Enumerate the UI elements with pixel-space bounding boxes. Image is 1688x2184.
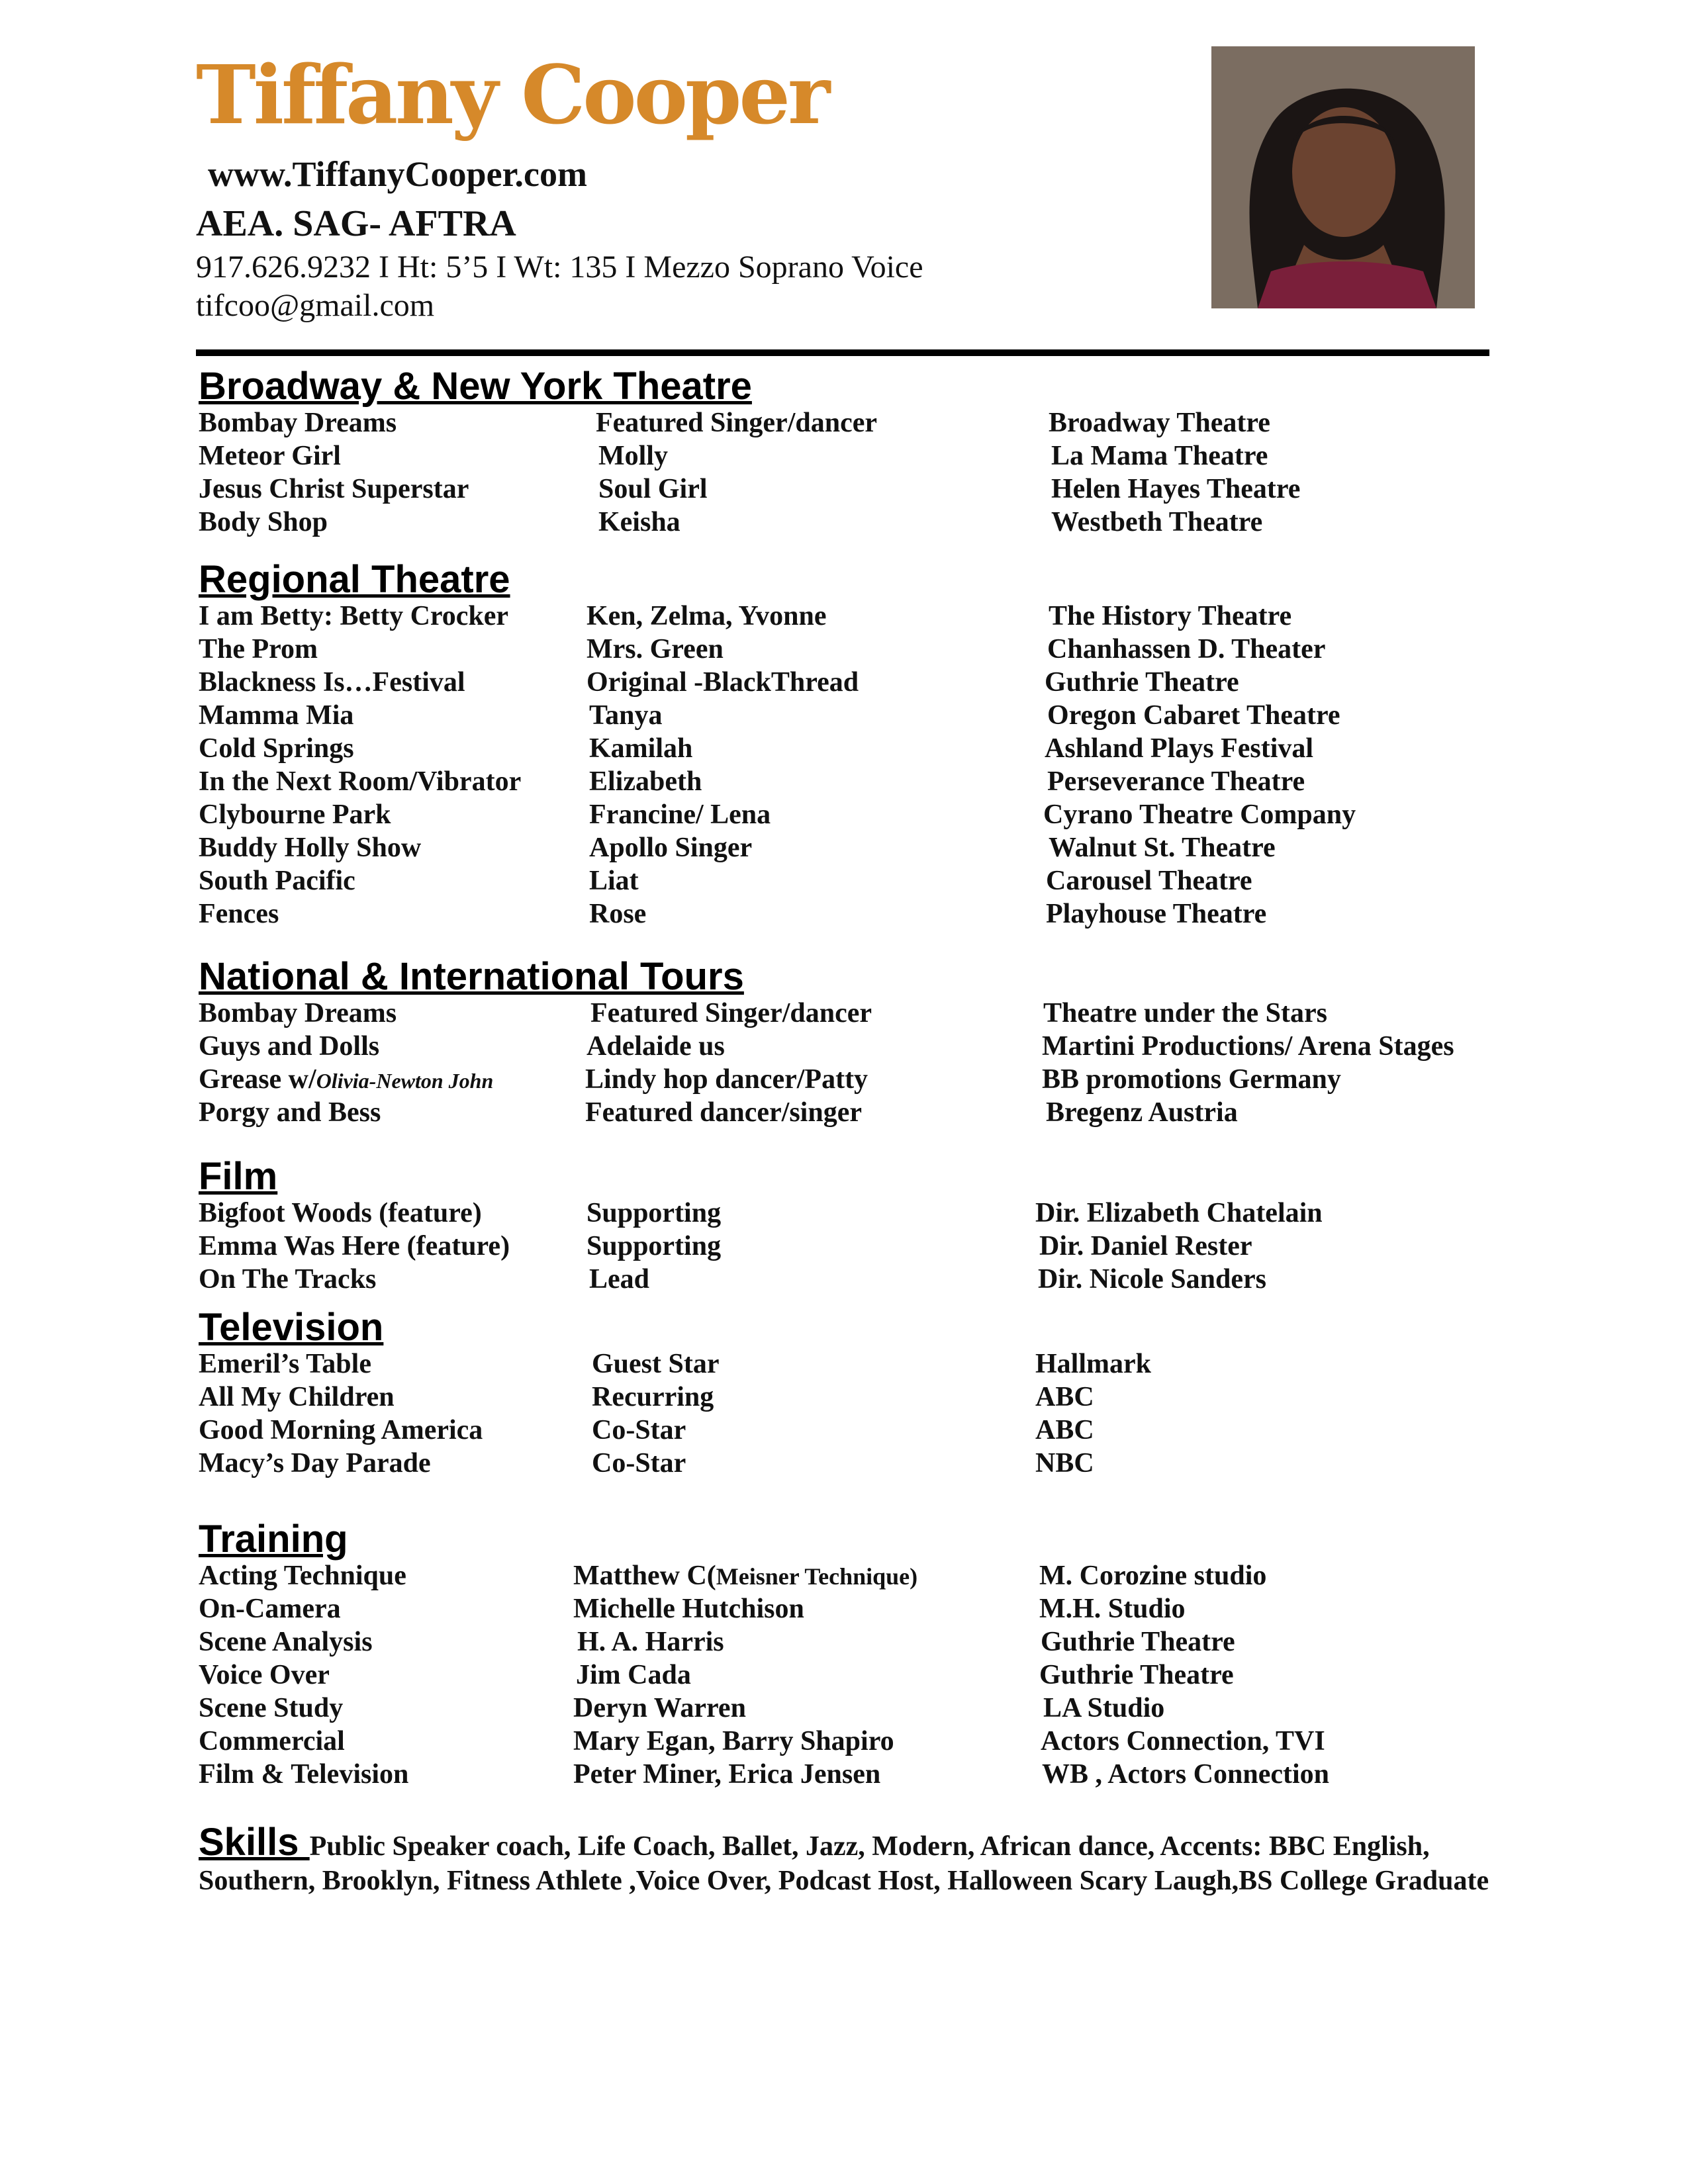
venue: Oregon Cabaret Theatre xyxy=(1047,700,1340,731)
role: Apollo Singer xyxy=(589,833,753,863)
credit-row xyxy=(199,506,1489,539)
credit-row xyxy=(199,1414,1489,1447)
role: Original -BlackThread xyxy=(586,667,859,698)
show-title: Buddy Holly Show xyxy=(199,833,422,863)
course: Scene Study xyxy=(199,1693,344,1723)
credit-row xyxy=(199,1230,1489,1263)
venue: Chanhassen D. Theater xyxy=(1047,634,1326,664)
show-title: Cold Springs xyxy=(199,733,354,764)
section-broadway xyxy=(199,367,1489,539)
section-title: National & International Tours xyxy=(199,955,744,998)
venue: La Mama Theatre xyxy=(1051,441,1268,471)
show-title-note: Olivia-Newton John xyxy=(316,1069,494,1093)
credit-row xyxy=(199,864,1489,897)
credit-row xyxy=(199,1263,1489,1296)
show-title: Mamma Mia xyxy=(199,700,354,731)
network: NBC xyxy=(1035,1448,1094,1479)
role: Mrs. Green xyxy=(586,634,724,664)
show-title: All My Children xyxy=(199,1382,395,1412)
section-film xyxy=(199,1157,1489,1296)
course: Scene Analysis xyxy=(199,1627,373,1657)
credit-row xyxy=(199,1197,1489,1230)
role: Recurring xyxy=(592,1382,714,1412)
director: Dir. Daniel Rester xyxy=(1039,1231,1252,1261)
training-row xyxy=(199,1725,1489,1758)
venue: Broadway Theatre xyxy=(1049,408,1270,438)
credit-row xyxy=(199,666,1489,699)
course: On-Camera xyxy=(199,1594,341,1624)
training-row xyxy=(199,1625,1489,1659)
training-row xyxy=(199,1692,1489,1725)
header-divider xyxy=(196,349,1489,356)
studio: M.H. Studio xyxy=(1039,1594,1186,1624)
studio: M. Corozine studio xyxy=(1039,1561,1267,1591)
show-title: The Prom xyxy=(199,634,318,664)
credit-row xyxy=(199,439,1489,473)
role: Featured Singer/dancer xyxy=(590,998,872,1028)
section-title: Television xyxy=(199,1306,384,1349)
teacher: Deryn Warren xyxy=(573,1693,746,1723)
teacher: H. A. Harris xyxy=(577,1627,724,1657)
role: Rose xyxy=(589,899,647,929)
role: Ken, Zelma, Yvonne xyxy=(586,601,827,631)
venue: Bregenz Austria xyxy=(1046,1097,1238,1128)
director: Dir. Elizabeth Chatelain xyxy=(1035,1198,1323,1228)
studio: Actors Connection, TVI xyxy=(1041,1726,1325,1756)
credit-row xyxy=(199,798,1489,831)
training-row xyxy=(199,1592,1489,1625)
section-television xyxy=(199,1308,1489,1480)
teacher xyxy=(573,1559,917,1593)
credit-row xyxy=(199,1063,1489,1096)
credit-row xyxy=(199,406,1489,439)
website: www.TiffanyCooper.com xyxy=(208,154,588,194)
role: Guest Star xyxy=(592,1349,720,1379)
teacher: Michelle Hutchison xyxy=(573,1594,804,1624)
show-title-main: Grease w/ xyxy=(199,1064,316,1095)
show-title: Body Shop xyxy=(199,507,328,537)
venue: Cyrano Theatre Company xyxy=(1043,799,1356,830)
teacher: Mary Egan, Barry Shapiro xyxy=(573,1726,894,1756)
role: Francine/ Lena xyxy=(589,799,771,830)
venue: Martini Productions/ Arena Stages xyxy=(1042,1031,1454,1062)
role: Molly xyxy=(598,441,668,471)
union-affiliations: AEA. SAG- AFTRA xyxy=(196,203,516,244)
project-title: On The Tracks xyxy=(199,1264,377,1295)
venue: Carousel Theatre xyxy=(1046,866,1252,896)
show-title: I am Betty: Betty Crocker xyxy=(199,601,509,631)
studio: LA Studio xyxy=(1043,1693,1165,1723)
show-title: Jesus Christ Superstar xyxy=(199,474,469,504)
role: Supporting xyxy=(586,1231,722,1261)
show-title: Guys and Dolls xyxy=(199,1031,380,1062)
venue: The History Theatre xyxy=(1049,601,1292,631)
show-title: In the Next Room/Vibrator xyxy=(199,766,522,797)
skills-text: Public Speaker coach, Life Coach, Ballet, Jazz, Modern, African dance, Accents: BBC English, Southern, Brooklyn, Fitness Athlete ,Voice Over, Podcast Host, Halloween Scary Laugh,BS College Graduate xyxy=(199,1831,1489,1896)
show-title: Clybourne Park xyxy=(199,799,391,830)
section-title: Regional Theatre xyxy=(199,558,510,601)
section-tours xyxy=(199,957,1489,1129)
teacher: Peter Miner, Erica Jensen xyxy=(573,1759,881,1790)
email: tifcoo@gmail.com xyxy=(196,288,435,323)
project-title: Bigfoot Woods (feature) xyxy=(199,1198,482,1228)
teacher: Jim Cada xyxy=(576,1660,691,1690)
role: Lindy hop dancer/Patty xyxy=(585,1064,868,1095)
venue: Guthrie Theatre xyxy=(1045,667,1239,698)
teacher-main: Matthew C( xyxy=(573,1561,716,1591)
credit-row xyxy=(199,1096,1489,1129)
section-title: Training xyxy=(199,1518,348,1561)
course: Film & Television xyxy=(199,1759,409,1790)
venue: Theatre under the Stars xyxy=(1043,998,1327,1028)
role: Elizabeth xyxy=(589,766,702,797)
network: ABC xyxy=(1035,1382,1094,1412)
credit-row xyxy=(199,1347,1489,1381)
director: Dir. Nicole Sanders xyxy=(1038,1264,1266,1295)
course: Commercial xyxy=(199,1726,345,1756)
role: Featured dancer/singer xyxy=(585,1097,862,1128)
show-title: Porgy and Bess xyxy=(199,1097,381,1128)
training-row xyxy=(199,1659,1489,1692)
training-row xyxy=(199,1758,1489,1791)
role: Keisha xyxy=(598,507,680,537)
teacher-note: Meisner Technique) xyxy=(716,1563,918,1590)
show-title: South Pacific xyxy=(199,866,355,896)
section-regional xyxy=(199,560,1489,931)
studio: Guthrie Theatre xyxy=(1039,1660,1234,1690)
show-title: Macy’s Day Parade xyxy=(199,1448,431,1479)
show-title: Blackness Is…Festival xyxy=(199,667,465,698)
venue: Helen Hayes Theatre xyxy=(1051,474,1301,504)
section-title: Film xyxy=(199,1155,278,1198)
resume-name: Tiffany Cooper xyxy=(196,47,828,142)
venue: Playhouse Theatre xyxy=(1046,899,1267,929)
venue: Westbeth Theatre xyxy=(1051,507,1263,537)
project-title: Emma Was Here (feature) xyxy=(199,1231,510,1261)
role: Lead xyxy=(589,1264,650,1295)
role: Kamilah xyxy=(589,733,693,764)
studio: WB , Actors Connection xyxy=(1042,1759,1329,1790)
role: Supporting xyxy=(586,1198,722,1228)
role: Tanya xyxy=(589,700,663,731)
section-training xyxy=(199,1520,1489,1791)
credit-row xyxy=(199,997,1489,1030)
studio: Guthrie Theatre xyxy=(1041,1627,1235,1657)
section-title: Broadway & New York Theatre xyxy=(199,365,752,408)
role: Liat xyxy=(589,866,639,896)
show-title: Emeril’s Table xyxy=(199,1349,371,1379)
contact-stats: 917.626.9232 I Ht: 5’5 I Wt: 135 I Mezzo Soprano Voice xyxy=(196,250,923,285)
credit-row xyxy=(199,473,1489,506)
role: Soul Girl xyxy=(598,474,708,504)
show-title: Good Morning America xyxy=(199,1415,483,1445)
show-title: Meteor Girl xyxy=(199,441,341,471)
credit-row xyxy=(199,831,1489,864)
venue: BB promotions Germany xyxy=(1042,1064,1341,1095)
training-row xyxy=(199,1559,1489,1592)
credit-row xyxy=(199,897,1489,931)
credit-row xyxy=(199,1447,1489,1480)
credit-row xyxy=(199,699,1489,732)
show-title: Fences xyxy=(199,899,279,929)
course: Acting Technique xyxy=(199,1561,406,1591)
credit-row xyxy=(199,732,1489,765)
skills-title: Skills xyxy=(199,1821,310,1864)
network: ABC xyxy=(1035,1415,1094,1445)
role: Adelaide us xyxy=(586,1031,725,1062)
credit-row xyxy=(199,1381,1489,1414)
show-title: Bombay Dreams xyxy=(199,408,397,438)
venue: Perseverance Theatre xyxy=(1047,766,1305,797)
role: Co-Star xyxy=(592,1415,686,1445)
role: Co-Star xyxy=(592,1448,686,1479)
credit-row xyxy=(199,765,1489,798)
venue: Walnut St. Theatre xyxy=(1049,833,1276,863)
credit-row xyxy=(199,600,1489,633)
credit-row xyxy=(199,1030,1489,1063)
show-title: Bombay Dreams xyxy=(199,998,397,1028)
course: Voice Over xyxy=(199,1660,330,1690)
venue: Ashland Plays Festival xyxy=(1045,733,1314,764)
role: Featured Singer/dancer xyxy=(596,408,878,438)
headshot-photo xyxy=(1211,46,1475,308)
credit-row xyxy=(199,633,1489,666)
show-title xyxy=(199,1063,493,1097)
skills-paragraph xyxy=(199,1821,1496,1898)
network: Hallmark xyxy=(1035,1349,1151,1379)
